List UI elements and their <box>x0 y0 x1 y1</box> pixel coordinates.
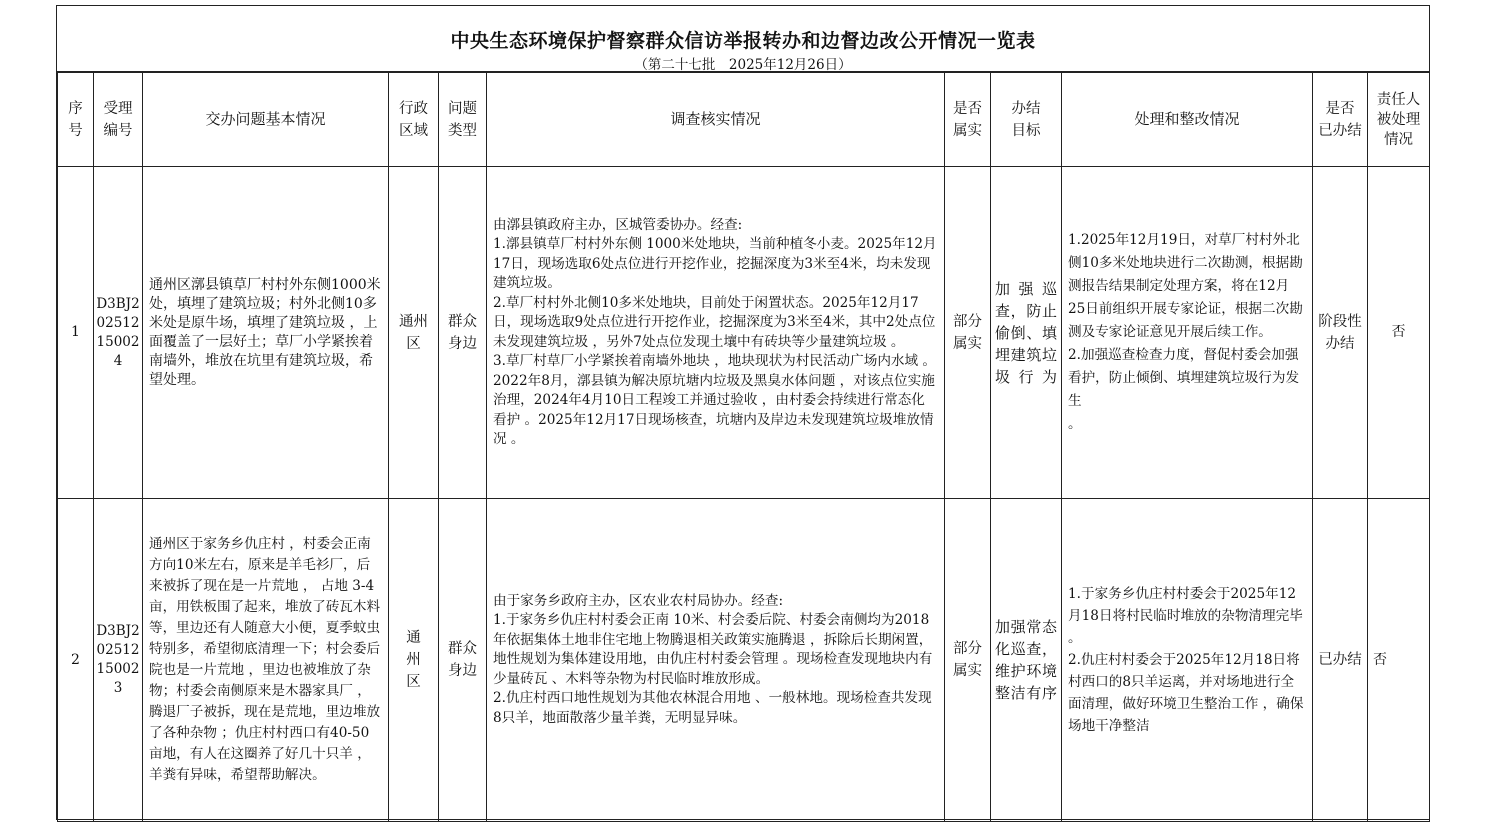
cell-investigation: 由漷县镇政府主办，区城管委协办。经查: 1.漷县镇草厂村村外东侧 1000米处地块，当前种植冬小麦。2025年12月17日，现场选取6处点位进行开挖作业，挖掘深度为3米至4米，均未发现建筑垃圾。 2.草厂村村外北侧10多米处地块，目前处于闲置状态。2025年12月17日，现场选取9处点位进行开挖作业，挖掘深度为3米至4米，其中2处点位未发现建筑垃圾 ，另外7处点位发现土壤中有砖块等少量建筑垃圾 。 3.草厂村草厂小学紧挨着南墙外地块 ，地块现状为村民活动广场内水域 。2022年8月，漷县镇为解决原坑塘内垃圾及黑臭水体问题 ，对该点位实施治理，2024年4月10日工程竣工并通过验收 ，由村委会持续进行常态化看护 。2025年12月17日现场核查，坑塘内及岸边未发现建筑垃圾堆放情况 。 <box>487 167 945 499</box>
report-table <box>57 72 1430 822</box>
cell-basic: 通州区于家务乡仇庄村 ，村委会正南方向10米左右，原来是羊毛衫厂，后来被拆了现在是一片荒地 ， 占地 3-4亩，用铁板围了起来，堆放了砖瓦木料等，里边还有人随意大小便，夏季蚊虫特别多，希望彻底清理一下；村会委后院也是一片荒地 ，里边也被堆放了杂物；村委会南侧原来是木器家具厂 ，腾退厂子被拆，现在是荒地，里边堆放了各种杂物 ；仇庄村村西口有40-50亩地，有人在这圈养了好几十只羊 ，羊粪有异味，希望帮助解决。 <box>143 499 389 822</box>
cell-goal: 加强巡查，防止偷倒、填埋建筑垃圾行为 <box>991 167 1062 499</box>
cell-basic: 通州区漷县镇草厂村村外东侧1000米处，填埋了建筑垃圾；村外北侧10多米处是原牛场，填埋了建筑垃圾 ，上面覆盖了一层好土；草厂小学紧挨着南墙外，堆放在坑里有建筑垃圾，希望处理。 <box>143 167 389 499</box>
cell-closed: 阶段性 办结 <box>1313 167 1368 499</box>
cell-verified: 部分 属实 <box>945 499 991 822</box>
page-title: 中央生态环境保护督察群众信访举报转办和边督边改公开情况一览表 <box>450 30 1036 52</box>
cell-type: 群众 身边 <box>439 499 487 822</box>
cell-goal: 加强常态化巡查，维护环境整洁有序 <box>991 499 1062 822</box>
col-header-closed: 是否 已办结 <box>1313 73 1368 167</box>
cell-seq: 1 <box>58 167 94 499</box>
cell-investigation: 由于家务乡政府主办，区农业农村局协办。经查: 1.于家务乡仇庄村村委会正南 10米、村会委后院、村委会南侧均为2018年依据集体土地非住宅地上物腾退相关政策实施腾退 ，拆除后长期闲置，地性规划为集体建设用地，由仇庄村村委会管理 。现场检查发现地块内有少量砖瓦 、木料等杂物为村民临时堆放形成。 2.仇庄村西口地性规划为其他农林混合用地 、一般林地。现场检查共发现8只羊，地面散落少量羊粪，无明显异味。 <box>487 499 945 822</box>
cell-verified: 部分 属实 <box>945 167 991 499</box>
cell-type: 群众 身边 <box>439 167 487 499</box>
cell-region: 通州 区 <box>389 167 439 499</box>
col-header-basic: 交办问题基本情况 <box>143 73 389 167</box>
col-header-region: 行政 区域 <box>389 73 439 167</box>
cell-code: D3BJ2 02512 15002 4 <box>94 167 143 499</box>
table-row <box>58 167 1430 499</box>
col-header-type: 问题 类型 <box>439 73 487 167</box>
cell-closed: 已办结 <box>1313 499 1368 822</box>
cell-accountability: 否 <box>1368 167 1430 499</box>
page-subtitle: （第二十七批 2025年12月26日） <box>634 57 852 73</box>
col-header-goal: 办结 目标 <box>991 73 1062 167</box>
title-block <box>57 6 1429 72</box>
col-header-accountability: 责任人 被处理 情况 <box>1368 73 1430 167</box>
cell-handling: 1.于家务乡仇庄村村委会于2025年12月18日将村民临时堆放的杂物清理完毕 。 2.仇庄村村委会于2025年12月18日将村西口的8只羊运离，并对场地进行全面清理，做好环境卫生整治工作 ，确保场地干净整洁 <box>1062 499 1313 822</box>
col-header-investigation: 调查核实情况 <box>487 73 945 167</box>
cell-code: D3BJ2 02512 15002 3 <box>94 499 143 822</box>
col-header-verified: 是否 属实 <box>945 73 991 167</box>
document-sheet <box>56 5 1430 820</box>
header-row <box>58 73 1430 167</box>
col-header-handling: 处理和整改情况 <box>1062 73 1313 167</box>
cell-accountability: 否 <box>1368 499 1430 822</box>
cell-region: 通 州 区 <box>389 499 439 822</box>
cell-seq: 2 <box>58 499 94 822</box>
col-header-code: 受理 编号 <box>94 73 143 167</box>
table-row <box>58 499 1430 822</box>
col-header-seq: 序 号 <box>58 73 94 167</box>
cell-handling: 1.2025年12月19日，对草厂村村外北侧10多米处地块进行二次勘测，根据勘测报告结果制定处理方案，将在12月25日前组织开展专家论证，根据二次勘测及专家论证意见开展后续工作。 2.加强巡查检查力度，督促村委会加强看护，防止倾倒、填埋建筑垃圾行为发生 。 <box>1062 167 1313 499</box>
